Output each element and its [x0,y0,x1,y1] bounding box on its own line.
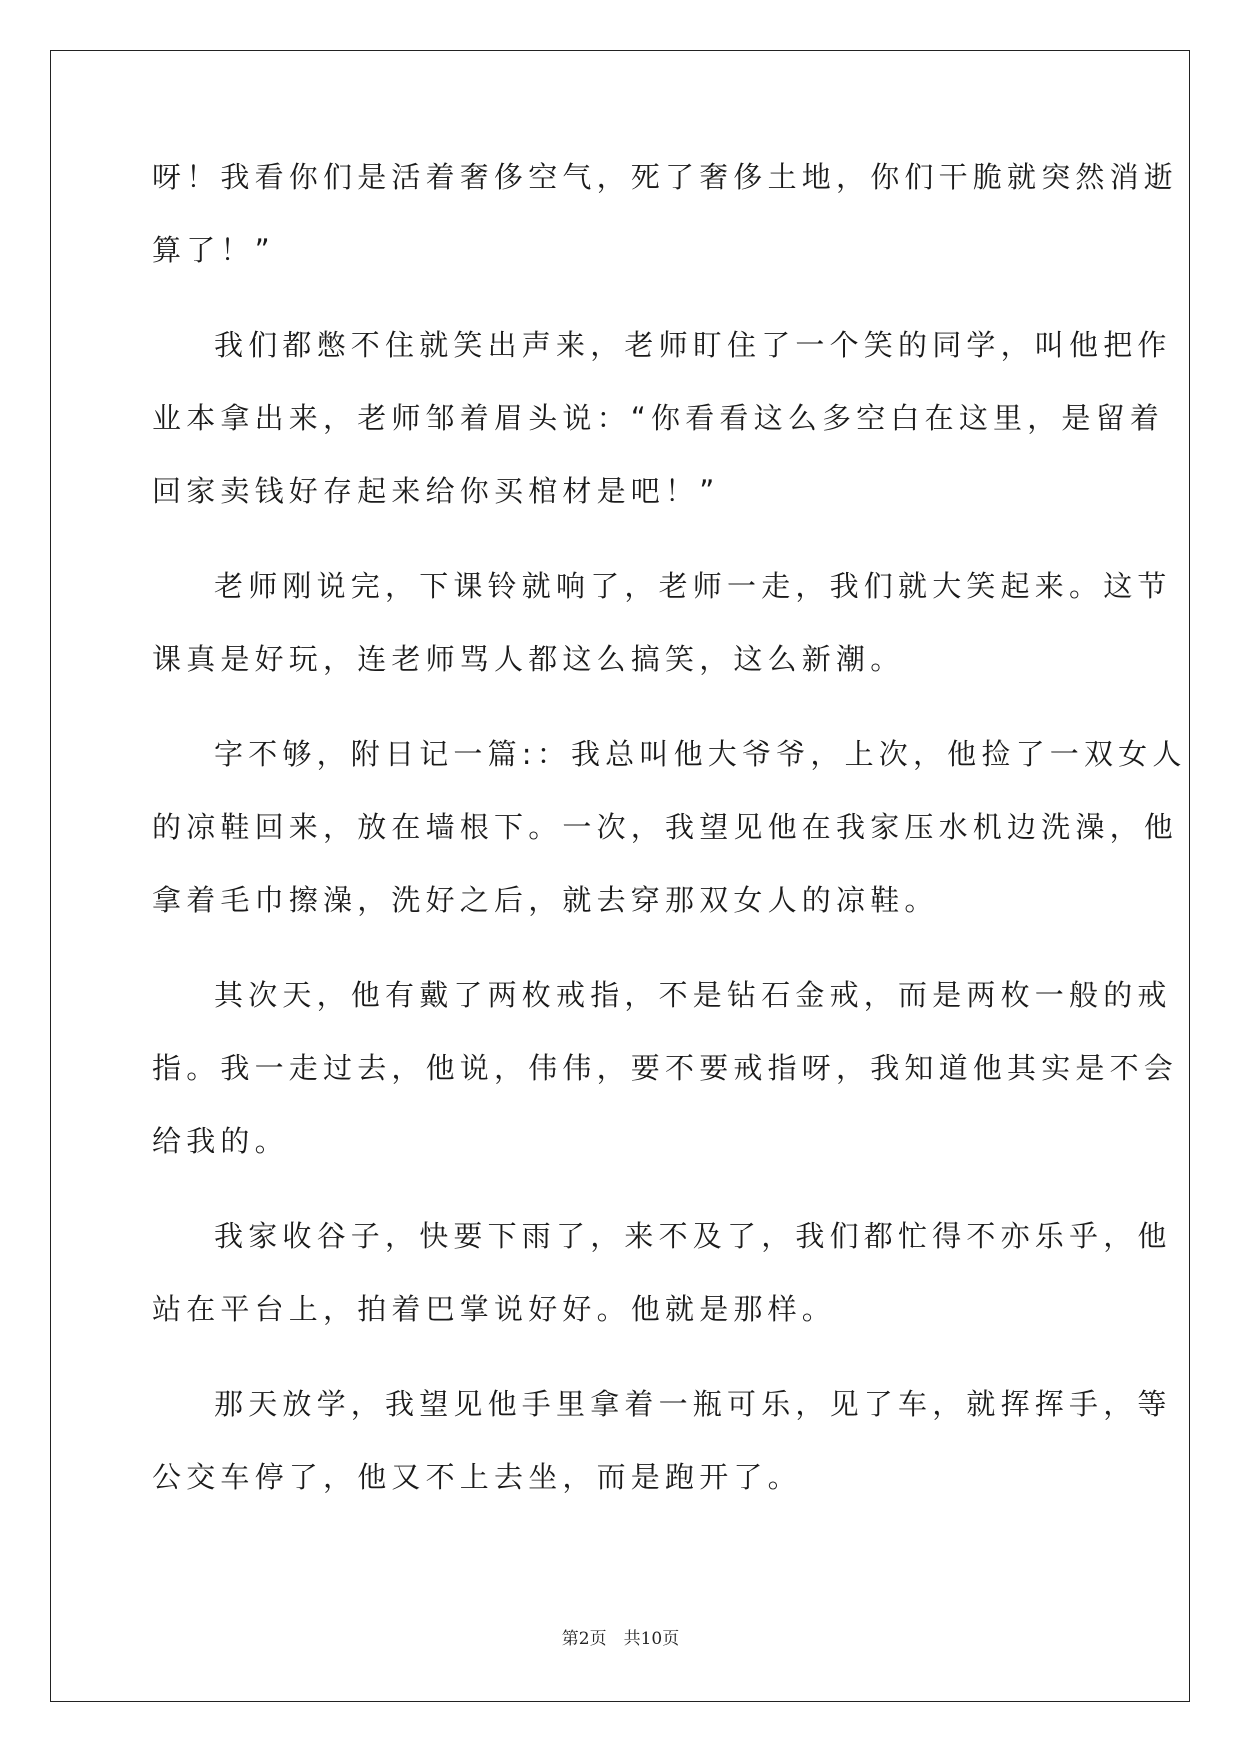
paragraph-start-line: 我们都憋不住就笑出声来，老师盯住了一个笑的同学，叫他把作 [214,328,1172,362]
text-line: 课真是好玩，连老师骂人都这么搞笑，这么新潮。 [152,642,905,676]
text-line: 业本拿出来，老师邹着眉头说：“你看看这么多空白在这里，是留着 [152,401,1165,435]
paragraph-start-line: 其次天，他有戴了两枚戒指，不是钻石金戒，而是两枚一般的戒 [214,978,1172,1012]
text-line: 算了！” [152,233,275,267]
text-line: 呀！我看你们是活着奢侈空气，死了奢侈土地，你们干脆就突然消逝 [152,160,1179,194]
paragraph-start-line: 我家收谷子，快要下雨了，来不及了，我们都忙得不亦乐乎，他 [214,1219,1172,1253]
text-line: 拿着毛巾擦澡，洗好之后，就去穿那双女人的凉鞋。 [152,883,939,917]
text-line: 公交车停了，他又不上去坐，而是跑开了。 [152,1460,802,1494]
page-footer [0,1624,1241,1649]
text-line: 站在平台上，拍着巴掌说好好。他就是那样。 [152,1292,837,1326]
text-line: 指。我一走过去，他说，伟伟，要不要戒指呀，我知道他其实是不会 [152,1051,1179,1085]
text-line: 的凉鞋回来，放在墙根下。一次，我望见他在我家压水机边洗澡，他 [152,810,1179,844]
paragraph-start-line: 那天放学，我望见他手里拿着一瓶可乐，见了车，就挥挥手，等 [214,1387,1172,1421]
text-line: 给我的。 [152,1124,289,1158]
page-number: 第2页 共10页 [561,1629,680,1649]
paragraph-start-line: 老师刚说完，下课铃就响了，老师一走，我们就大笑起来。这节 [214,569,1172,603]
text-line: 回家卖钱好存起来给你买棺材是吧！” [152,474,720,508]
paragraph-start-line: 字不够，附日记一篇:：我总叫他大爷爷，上次，他捡了一双女人 [214,737,1187,771]
